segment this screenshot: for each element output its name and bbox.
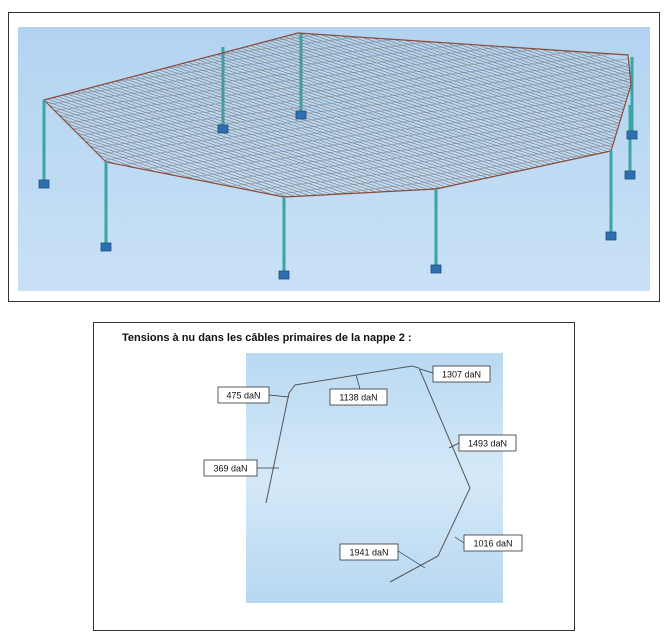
tension-diagram [94, 323, 574, 630]
diagram-title: Tensions à nu dans les câbles primaires de la nappe 2 : [122, 332, 412, 344]
svg-text:1016 daN: 1016 daN [473, 538, 513, 549]
tension-label-1016 [464, 535, 522, 551]
svg-text:1138 daN: 1138 daN [339, 392, 378, 403]
tension-label-369 [204, 460, 257, 476]
column-base [218, 125, 228, 133]
svg-text:369 daN: 369 daN [213, 463, 248, 474]
column-base [625, 171, 635, 179]
tension-label-475 [218, 387, 269, 403]
column-base [101, 243, 111, 251]
svg-text:475 daN: 475 daN [226, 390, 261, 401]
tension-label-1493 [459, 435, 516, 451]
svg-text:1307 daN: 1307 daN [441, 369, 482, 380]
column-base [606, 232, 616, 240]
structure-3d-view [18, 27, 650, 291]
tension-label-1941 [340, 544, 398, 560]
column-base [431, 265, 441, 273]
tension-label-1138 [330, 389, 387, 405]
svg-text:1941 daN: 1941 daN [349, 547, 389, 558]
structure-panel [8, 12, 660, 302]
column-base [279, 271, 289, 279]
tension-label-1307 [433, 366, 490, 382]
column-base [627, 131, 637, 139]
tension-panel [93, 322, 575, 631]
column-base [296, 111, 306, 119]
svg-text:1493 daN: 1493 daN [467, 438, 508, 449]
column-base [39, 180, 49, 188]
